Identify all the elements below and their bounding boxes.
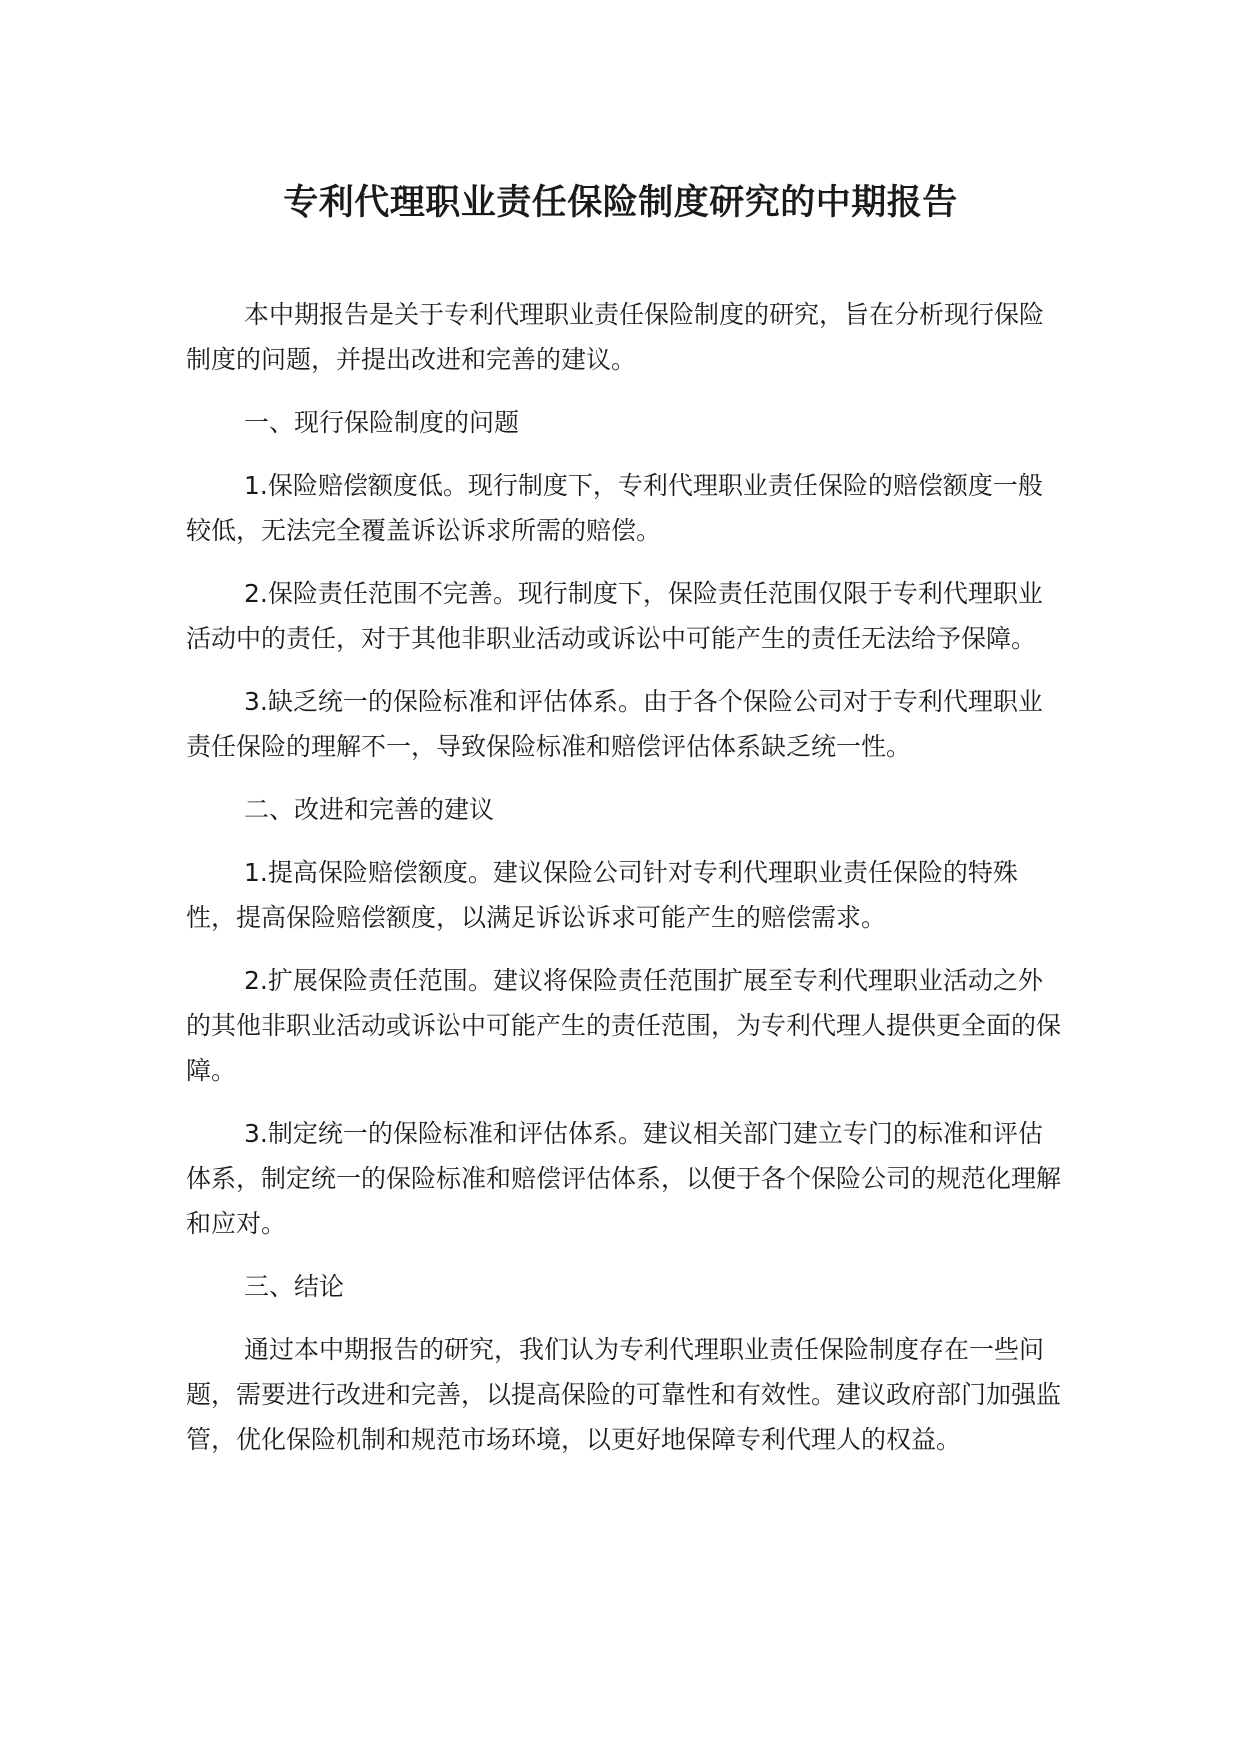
section-1-item-1: 1.保险赔偿额度低。现行制度下，专利代理职业责任保险的赔偿额度一般较低，无法完全覆盖诉讼诉求所需的赔偿。	[186, 471, 1043, 545]
section-1-item-3: 3.缺乏统一的保险标准和评估体系。由于各个保险公司对于专利代理职业责任保险的理解不一，导致保险标准和赔偿评估体系缺乏统一性。	[186, 687, 1043, 761]
section-1-heading: 一、现行保险制度的问题	[244, 408, 520, 437]
section-1-item-2: 2.保险责任范围不完善。现行制度下，保险责任范围仅限于专利代理职业活动中的责任，对于其他非职业活动或诉讼中可能产生的责任无法给予保障。	[186, 579, 1043, 653]
section-2-item-3: 3.制定统一的保险标准和评估体系。建议相关部门建立专门的标准和评估体系，制定统一的保险标准和赔偿评估体系，以便于各个保险公司的规范化理解和应对。	[186, 1119, 1062, 1238]
conclusion-paragraph: 通过本中期报告的研究，我们认为专利代理职业责任保险制度存在一些问题，需要进行改进和完善，以提高保险的可靠性和有效性。建议政府部门加强监管，优化保险机制和规范市场环境，以更好地保障专利代理人的权益。	[186, 1335, 1062, 1454]
intro-paragraph: 本中期报告是关于专利代理职业责任保险制度的研究，旨在分析现行保险制度的问题，并提出改进和完善的建议。	[186, 300, 1045, 374]
section-2-heading: 二、改进和完善的建议	[244, 795, 495, 824]
section-2-item-2: 2.扩展保险责任范围。建议将保险责任范围扩展至专利代理职业活动之外的其他非职业活动或诉讼中可能产生的责任范围，为专利代理人提供更全面的保障。	[186, 966, 1062, 1085]
document-title: 专利代理职业责任保险制度研究的中期报告	[283, 183, 958, 223]
section-3-heading: 三、结论	[244, 1272, 345, 1301]
document-body	[186, 292, 1066, 1480]
section-2-item-1: 1.提高保险赔偿额度。建议保险公司针对专利代理职业责任保险的特殊性，提高保险赔偿额度，以满足诉讼诉求可能产生的赔偿需求。	[186, 858, 1018, 932]
